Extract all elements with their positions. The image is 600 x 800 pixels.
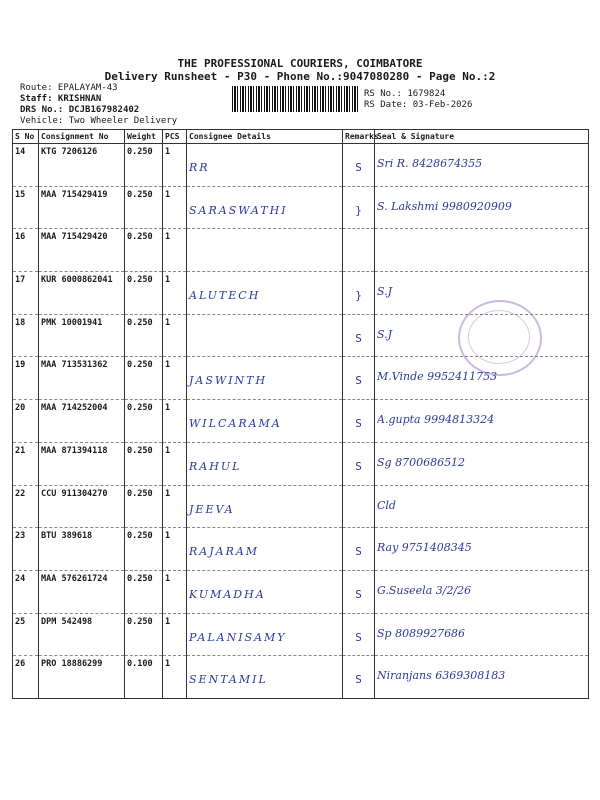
row-consignee: JEEVA [189, 502, 235, 516]
row-consignment-no-cell [39, 528, 125, 571]
row-sno-cell [13, 400, 39, 443]
row-consignment-no: BTU 389618 [41, 531, 93, 542]
row-sno: 26 [15, 659, 26, 670]
row-weight-cell [125, 272, 163, 315]
row-consignment-no-cell [39, 314, 125, 357]
row-sno: 14 [15, 147, 26, 157]
table-row [13, 186, 589, 229]
row-sno: 21 [15, 445, 26, 456]
row-pcs: 1 [165, 659, 171, 670]
runsheet-subtitle: Delivery Runsheet - P30 - Phone No.:9047080280 - Page No.:2 [104, 70, 496, 83]
row-sno: 16 [15, 232, 26, 243]
row-signature: Niranjans 6369308183 [377, 669, 506, 683]
row-sno-cell [13, 314, 39, 357]
row-pcs-cell [163, 400, 187, 443]
row-pcs: 1 [165, 232, 171, 243]
row-signature-cell [375, 485, 589, 528]
row-consignee-cell [187, 613, 343, 656]
row-consignee: PALANISAMY [189, 630, 287, 644]
row-consignment-no-cell [39, 570, 125, 613]
row-consignee: ALUTECH [189, 289, 261, 303]
row-remark: S [355, 545, 362, 559]
table-row [13, 144, 589, 187]
row-consignee: WILCARAMA [189, 417, 282, 431]
row-remark-cell [343, 357, 375, 400]
row-consignment-no-cell [39, 485, 125, 528]
row-consignment-no: MAA 715429420 [41, 232, 108, 243]
row-remark: S [355, 630, 362, 644]
row-consignment-no-cell [39, 656, 125, 699]
row-remark-cell [343, 656, 375, 699]
row-pcs: 1 [165, 275, 171, 286]
row-remark-cell [343, 485, 375, 528]
row-weight: 0.250 [127, 573, 153, 584]
row-signature: M.Vinde 9952411753 [377, 370, 498, 384]
col-header-remarks: Remarks [343, 130, 375, 144]
table-row [13, 485, 589, 528]
row-pcs-cell [163, 656, 187, 699]
row-pcs: 1 [165, 403, 171, 414]
col-header-sno: S No [13, 130, 39, 144]
row-weight-cell [125, 357, 163, 400]
row-weight-cell [125, 656, 163, 699]
row-weight: 0.250 [127, 189, 153, 200]
row-remark: S [355, 417, 362, 431]
row-sno: 17 [15, 275, 26, 286]
rs-date: RS Date: 03-Feb-2026 [364, 100, 473, 110]
row-weight: 0.250 [127, 445, 153, 456]
row-pcs-cell [163, 314, 187, 357]
drs-label: DRS No.: DCJB167982402 [20, 105, 140, 115]
row-consignment-no-cell [39, 613, 125, 656]
row-sno: 15 [15, 189, 26, 200]
row-consignment-no-cell [39, 229, 125, 272]
row-pcs-cell [163, 144, 187, 187]
row-weight-cell [125, 144, 163, 187]
row-weight-cell [125, 442, 163, 485]
row-consignment-no: DPM 542498 [41, 616, 93, 627]
row-remark-cell [343, 144, 375, 187]
row-pcs: 1 [165, 531, 171, 542]
table-row [13, 400, 589, 443]
row-sno: 24 [15, 573, 26, 584]
row-signature-cell [375, 528, 589, 571]
row-weight: 0.250 [127, 488, 153, 499]
row-consignment-no: CCU 911304270 [41, 488, 108, 499]
row-consignee: SENTAMIL [189, 673, 268, 687]
row-consignee-cell [187, 528, 343, 571]
row-signature: Sp 8089927686 [377, 626, 466, 640]
rs-number: RS No.: 1679824 [364, 89, 446, 99]
row-pcs-cell [163, 570, 187, 613]
row-signature-cell [375, 613, 589, 656]
row-sno-cell [13, 144, 39, 187]
row-weight: 0.250 [127, 317, 153, 328]
row-weight: 0.250 [127, 531, 153, 542]
row-consignee-cell [187, 144, 343, 187]
row-remark-cell [343, 314, 375, 357]
row-pcs-cell [163, 186, 187, 229]
row-consignment-no-cell [39, 144, 125, 187]
row-weight: 0.250 [127, 360, 153, 371]
row-pcs: 1 [165, 189, 171, 200]
table-row [13, 570, 589, 613]
table-row [13, 229, 589, 272]
row-remark-cell [343, 528, 375, 571]
table-row [13, 656, 589, 699]
table-row [13, 613, 589, 656]
row-consignment-no: MAA 576261724 [41, 573, 108, 584]
row-pcs: 1 [165, 488, 171, 499]
table-row [13, 528, 589, 571]
row-consignee: SARASWATHI [189, 203, 288, 217]
row-signature-cell [375, 186, 589, 229]
row-consignee-cell [187, 656, 343, 699]
row-sno-cell [13, 613, 39, 656]
row-weight: 0.250 [127, 275, 153, 286]
row-sno-cell [13, 485, 39, 528]
seal-stamp-inner [468, 310, 530, 364]
row-pcs: 1 [165, 147, 171, 157]
row-consignment-no-cell [39, 272, 125, 315]
row-remark-cell [343, 570, 375, 613]
row-sno: 23 [15, 531, 26, 542]
row-weight-cell [125, 400, 163, 443]
row-consignee: RR [189, 161, 210, 174]
row-consignment-no-cell [39, 442, 125, 485]
row-consignee: JASWINTH [189, 374, 268, 388]
col-header-consignment: Consignment No [39, 130, 125, 144]
vehicle-label: Vehicle: Two Wheeler Delivery [20, 116, 178, 126]
row-pcs-cell [163, 442, 187, 485]
row-consignee-cell [187, 186, 343, 229]
row-remark: S [355, 587, 362, 601]
row-remark: S [355, 161, 362, 174]
row-pcs-cell [163, 229, 187, 272]
row-weight-cell [125, 528, 163, 571]
row-pcs: 1 [165, 445, 171, 456]
row-signature-cell [375, 656, 589, 699]
route-label: Route: EPALAYAM-43 [20, 83, 118, 93]
row-sno: 18 [15, 317, 26, 328]
row-signature: S.J [377, 327, 393, 341]
row-signature: A.gupta 9994813324 [377, 413, 495, 427]
row-consignment-no: MAA 715429419 [41, 189, 108, 200]
row-remark: S [355, 374, 362, 388]
col-header-weight: Weight [125, 130, 163, 144]
row-consignee: KUMADHA [189, 587, 266, 601]
row-remark: } [355, 203, 362, 217]
row-signature: S. Lakshmi 9980920909 [377, 199, 512, 213]
row-consignment-no: KUR 6000862041 [41, 275, 113, 286]
table-row [13, 442, 589, 485]
row-signature: Ray 9751408345 [377, 541, 472, 555]
row-signature-cell [375, 570, 589, 613]
col-header-consignee: Consignee Details [187, 130, 343, 144]
row-weight-cell [125, 229, 163, 272]
row-pcs-cell [163, 528, 187, 571]
row-weight: 0.250 [127, 232, 153, 243]
row-signature-cell [375, 442, 589, 485]
row-weight-cell [125, 314, 163, 357]
row-consignment-no-cell [39, 400, 125, 443]
row-consignee-cell [187, 400, 343, 443]
row-sno-cell [13, 656, 39, 699]
row-pcs: 1 [165, 573, 171, 584]
row-consignee-cell [187, 570, 343, 613]
row-sno: 20 [15, 403, 26, 414]
row-pcs: 1 [165, 360, 171, 371]
row-weight-cell [125, 570, 163, 613]
row-weight: 0.250 [127, 616, 153, 627]
row-weight-cell [125, 613, 163, 656]
runsheet-table [12, 129, 589, 699]
row-remark-cell [343, 229, 375, 272]
company-title: THE PROFESSIONAL COURIERS, COIMBATORE [177, 57, 423, 70]
row-remark-cell [343, 400, 375, 443]
row-signature: Sg 8700686512 [377, 455, 466, 469]
col-header-signature: Seal & Signature [375, 130, 589, 144]
row-consignee: RAJARAM [189, 545, 260, 559]
row-sno: 25 [15, 616, 26, 627]
row-pcs-cell [163, 272, 187, 315]
row-sno-cell [13, 186, 39, 229]
row-weight: 0.250 [127, 147, 153, 157]
row-consignee-cell [187, 442, 343, 485]
barcode-image [232, 86, 360, 112]
row-remark: } [355, 289, 362, 303]
row-pcs: 1 [165, 616, 171, 627]
row-signature: S.J [377, 285, 393, 299]
staff-label: Staff: KRISHNAN [20, 94, 102, 104]
row-signature-cell [375, 400, 589, 443]
row-remark-cell [343, 442, 375, 485]
row-consignee-cell [187, 485, 343, 528]
row-weight-cell [125, 186, 163, 229]
row-sno-cell [13, 357, 39, 400]
row-pcs-cell [163, 357, 187, 400]
row-sno: 22 [15, 488, 26, 499]
row-consignment-no: MAA 713531362 [41, 360, 108, 371]
row-consignee: RAHUL [189, 459, 242, 473]
row-consignee-cell [187, 272, 343, 315]
row-consignment-no: MAA 714252004 [41, 403, 108, 414]
row-sno: 19 [15, 360, 26, 371]
col-header-pcs: PCS [163, 130, 187, 144]
row-remark: S [355, 673, 362, 687]
row-consignee-cell [187, 314, 343, 357]
row-consignment-no: PRO 18886299 [41, 659, 103, 670]
row-consignment-no-cell [39, 186, 125, 229]
row-consignment-no: MAA 871394118 [41, 445, 108, 456]
row-consignee-cell [187, 229, 343, 272]
row-signature-cell [375, 144, 589, 187]
table-header-row [13, 130, 589, 144]
row-signature: Sri R. 8428674355 [377, 157, 483, 170]
row-consignment-no: KTG 7206126 [41, 147, 98, 157]
row-sno-cell [13, 442, 39, 485]
row-sno-cell [13, 229, 39, 272]
row-sno-cell [13, 528, 39, 571]
row-remark: S [355, 459, 362, 473]
row-remark: S [355, 331, 362, 345]
row-consignment-no-cell [39, 357, 125, 400]
row-remark-cell [343, 272, 375, 315]
row-weight: 0.100 [127, 659, 153, 670]
row-sno-cell [13, 272, 39, 315]
row-remark-cell [343, 613, 375, 656]
row-signature: Cld [377, 498, 396, 512]
row-pcs: 1 [165, 317, 171, 328]
row-consignee-cell [187, 357, 343, 400]
table-body [13, 144, 589, 699]
row-remark-cell [343, 186, 375, 229]
row-pcs-cell [163, 613, 187, 656]
row-signature-cell [375, 229, 589, 272]
row-weight: 0.250 [127, 403, 153, 414]
row-consignment-no: PMK 10001941 [41, 317, 103, 328]
row-sno-cell [13, 570, 39, 613]
row-weight-cell [125, 485, 163, 528]
row-pcs-cell [163, 485, 187, 528]
row-signature: G.Suseela 3/2/26 [377, 583, 472, 597]
